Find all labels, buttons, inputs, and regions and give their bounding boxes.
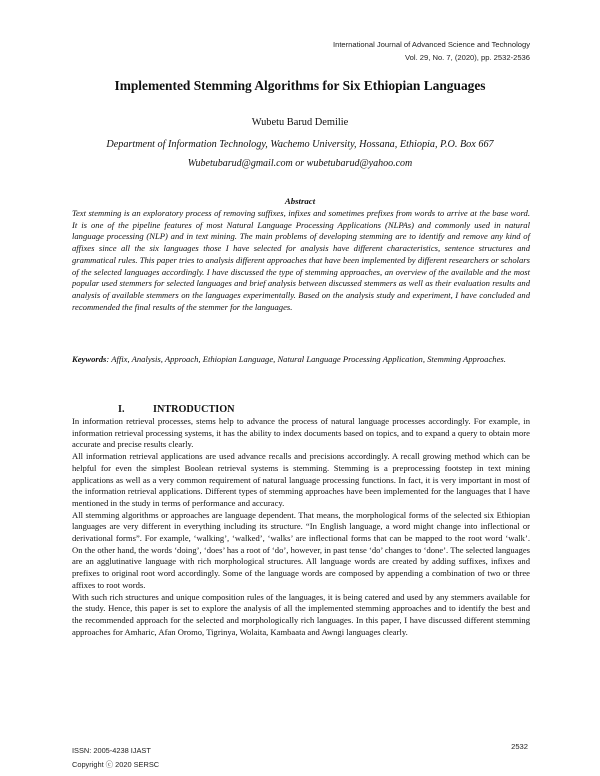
journal-name: International Journal of Advanced Science and Technology bbox=[332, 40, 530, 49]
volume-info: Vol. 29, No. 7, (2020), pp. 2532-2536 bbox=[405, 53, 530, 62]
keywords-text: : Affix, Analysis, Approach, Ethiopian Language, Natural Language Processing Application, Stemming Approaches. bbox=[106, 354, 506, 364]
keywords bbox=[72, 354, 530, 366]
copyright: Copyright ⓒ 2020 SERSC bbox=[72, 760, 160, 769]
section-title: INTRODUCTION bbox=[153, 404, 235, 415]
keywords-label: Keywords bbox=[72, 354, 107, 364]
abstract-heading: Abstract bbox=[284, 196, 316, 206]
author-affiliation: Department of Information Technology, Wachemo University, Hossana, Ethiopia, P.O. Box 667 bbox=[106, 139, 494, 150]
abstract-text: Text stemming is an exploratory process of removing suffixes, infixes and sometimes prefixes from words to arrive at the base word. It is one of the pipeline features of most Natural Language Processing Applications (NLPAs) and commonly used in natural language processing (NLP) and in text mining. The main problems of developing stemming are to identify and remove any kind of affixes since all the six languages those I have selected for analysis have different characteristics, sentence structures and grammatical rules. This paper tries to analysis different approaches that have been implemented by different researchers or scholars of the selected languages accordingly. I have discussed the type of stemming approaches, an overview of the available and the most popular used stemmers for selected languages and brief analysis between discussed stemmers as well as their evaluation results and analysis of available stemmers on the languages experimentally. Based on the analysis study and experiment, I have concluded and recommended the final results of the stemmer for the languages. bbox=[72, 208, 530, 312]
author-name: Wubetu Barud Demilie bbox=[251, 117, 349, 128]
paper-title: Implemented Stemming Algorithms for Six Ethiopian Languages bbox=[114, 78, 486, 93]
section-heading bbox=[118, 404, 235, 415]
journal-header bbox=[333, 38, 530, 64]
intro-paragraph: All information retrieval applications are used advance recalls and precisions accordingly. A recall growing method which can be helpful for even the simplest Boolean retrieval systems is stemming. Stemming is a preprocessing footstep in text mining applications as well as a very common requirement of natural language processing functions. In fact, it is very important in most of the information retrieval applications. Different types of stemming approaches have been implemented for the languages that I have mentioned in the study in terms of performance and accuracy. bbox=[72, 451, 530, 508]
intro-paragraph: In information retrieval processes, stems help to advance the process of natural language processes accordingly. For example, in information retrieval processing systems, it has the ability to index documents based on topics, and to expand a query to obtain more accurate and precise results clearly. bbox=[72, 416, 530, 450]
introduction-body bbox=[72, 416, 530, 638]
intro-paragraph: All stemming algorithms or approaches are language dependent. That means, the morphological forms of the selected six Ethiopian languages are very different in everything including its structure. “In English language, a word might change into inflectional or derivational forms”. For example, ‘walking’, ‘walked’, ‘walks’ are inflectional forms that can be mapped to the root word ‘walk’. On the other hand, the words ‘doing’, ‘does’ has a root of ‘do’, however, in past tense ‘do’ changes to ‘done’. The selected languages are an agglutinative language with rich morphological structures. All language words are created by adding suffixes, infixes and prefixes to original root word accordingly. Some of the language words are composed by appending a combination of two or three affixes to root words. bbox=[72, 509, 530, 590]
section-number: I. bbox=[118, 404, 125, 415]
intro-paragraph: With such rich structures and unique composition rules of the languages, it is being catered and used by any stemmers available for the study. Hence, this paper is set to explore the analysis of all the implemented stemming approaches and to identify the best and the recommended approach for the selected and morphologically rich languages. In this paper, I have discussed different stemming approaches for Amharic, Afan Oromo, Tigrinya, Wolaita, Kambaata and Awngi languages clearly. bbox=[72, 591, 530, 637]
footer-info bbox=[72, 744, 159, 772]
issn: ISSN: 2005-4238 IJAST bbox=[72, 746, 151, 755]
author-emails: Wubetubarud@gmail.com or wubetubarud@yahoo.com bbox=[187, 158, 413, 169]
page-number: 2532 bbox=[511, 742, 528, 751]
